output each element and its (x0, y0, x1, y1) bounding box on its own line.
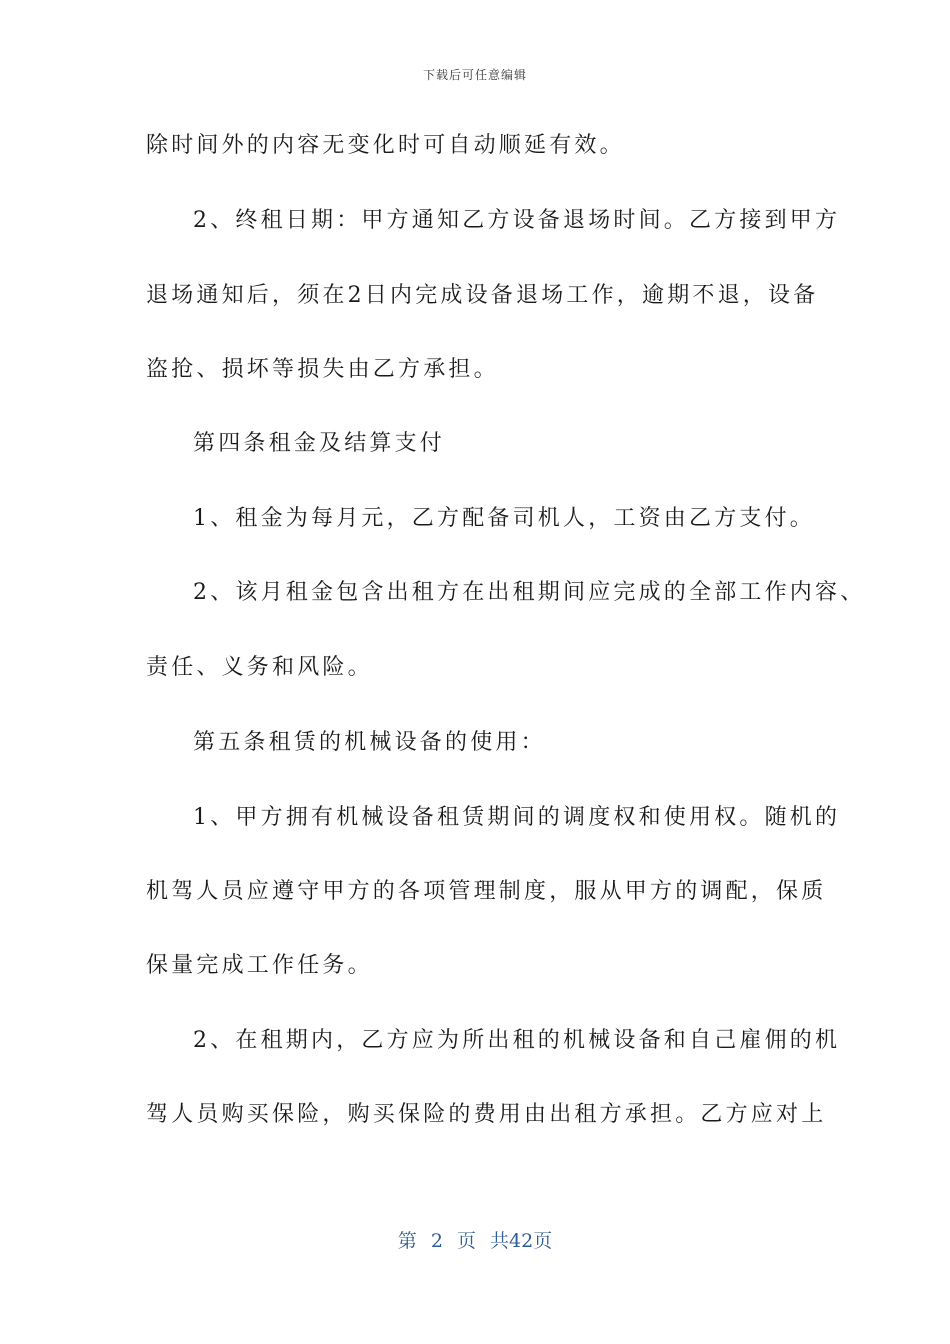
section-heading-5: 第五条租赁的机械设备的使用： (193, 730, 546, 755)
text-line-11: 机驾人员应遵守甲方的各项管理制度，服从甲方的调配，保质 (146, 879, 827, 904)
text-line-14: 驾人员购买保险，购买保险的费用由出租方承担。乙方应对上 (146, 1102, 827, 1127)
page-label-mid: 页 共 (456, 1230, 510, 1252)
text-line-13: 2、在租期内，乙方应为所出租的机械设备和自己雇佣的机 (193, 1028, 841, 1053)
text-line-6: 1、租金为每月元，乙方配备司机人，工资由乙方支付。 (193, 506, 815, 531)
section-heading-4: 第四条租金及结算支付 (193, 431, 446, 456)
text-line-4: 盗抢、损坏等损失由乙方承担。 (146, 357, 499, 382)
text-line-10: 1、甲方拥有机械设备租赁期间的调度权和使用权。随机的 (193, 805, 841, 830)
text-line-2: 2、终租日期：甲方通知乙方设备退场时间。乙方接到甲方 (193, 208, 841, 233)
page-label-suffix: 页 (533, 1230, 553, 1252)
page-number (0, 1226, 950, 1253)
header-note: 下载后可任意编辑 (422, 68, 527, 82)
total-pages: 42 (509, 1230, 534, 1252)
text-line-7: 2、该月租金包含出租方在出租期间应完成的全部工作内容、 (193, 580, 866, 605)
current-page: 2 (430, 1230, 443, 1252)
text-line-1: 除时间外的内容无变化时可自动顺延有效。 (146, 133, 625, 158)
text-line-12: 保量完成工作任务。 (146, 953, 373, 978)
text-line-3: 退场通知后，须在2日内完成设备退场工作，逾期不退，设备 (146, 283, 819, 308)
text-line-8: 责任、义务和风险。 (146, 655, 373, 680)
page-label-prefix: 第 (397, 1230, 417, 1252)
